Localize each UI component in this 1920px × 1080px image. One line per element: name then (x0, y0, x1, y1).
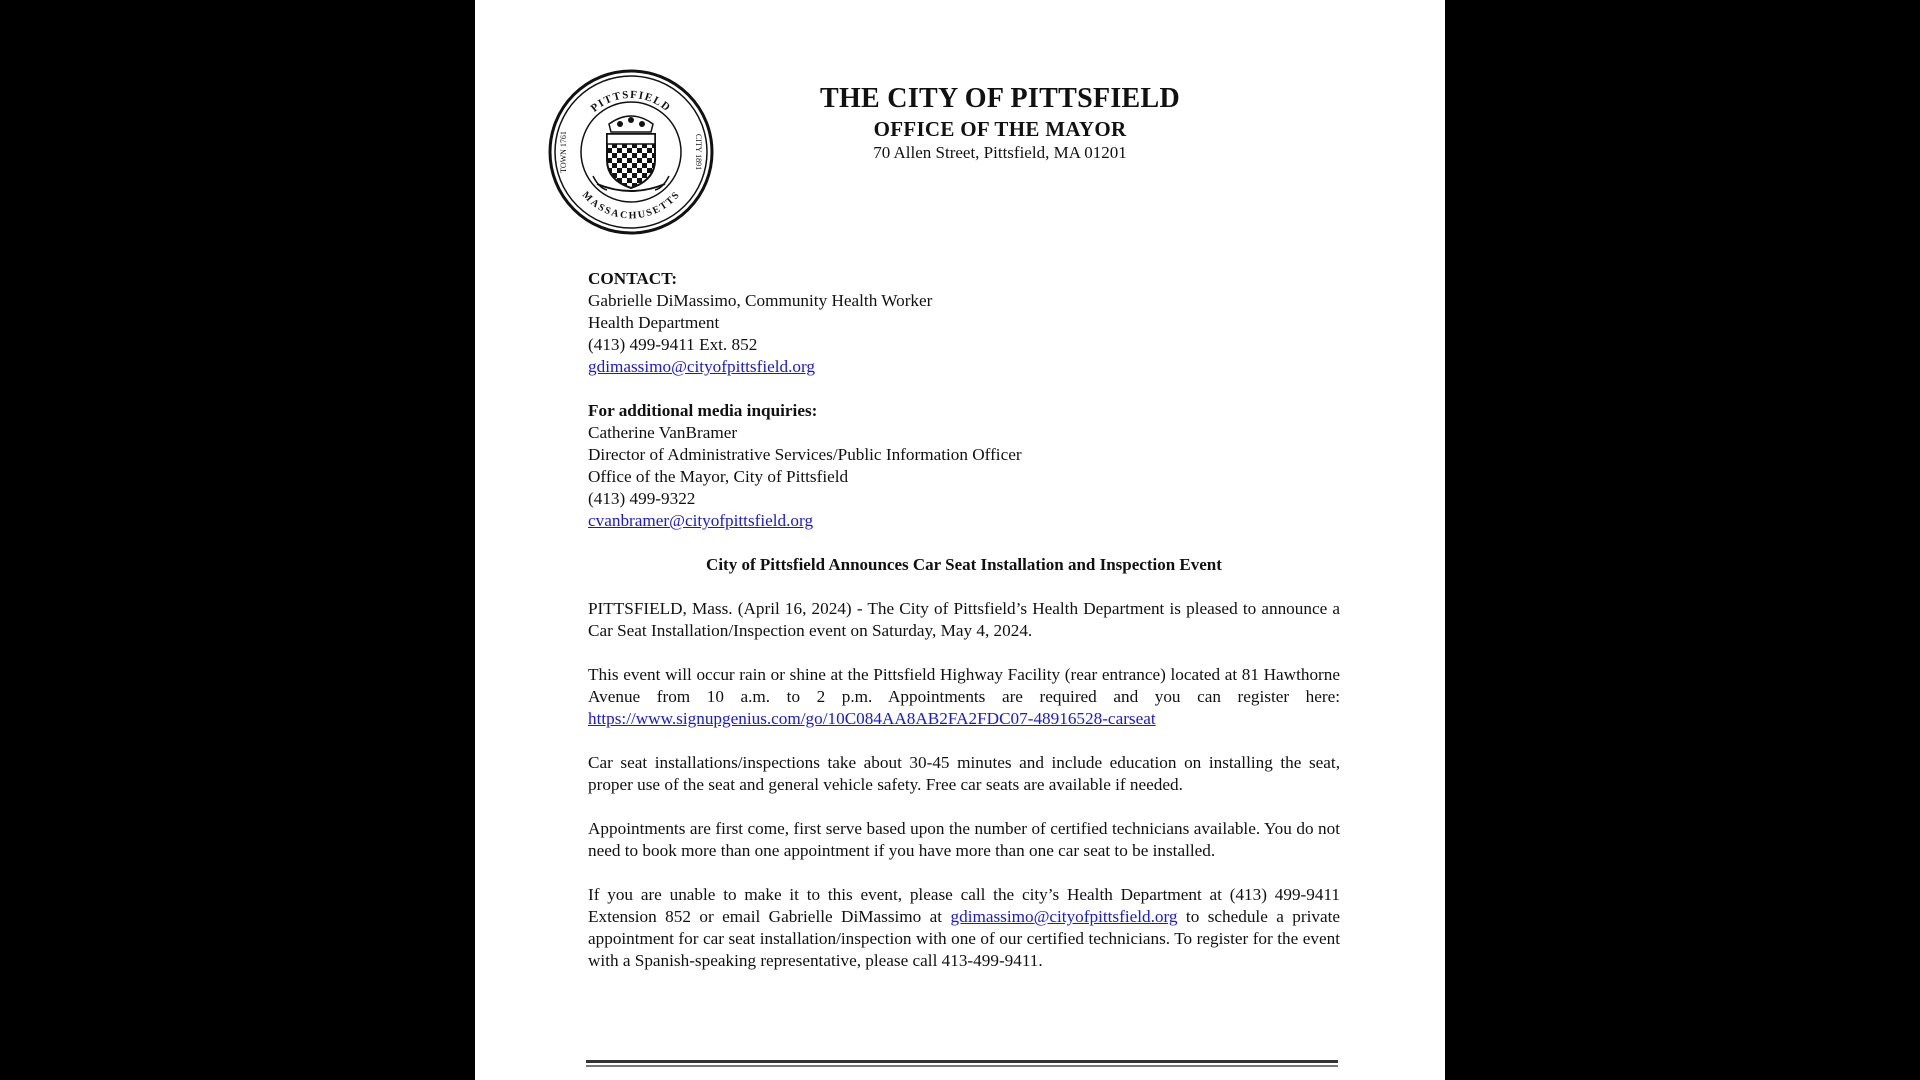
media-contact-block (588, 400, 1340, 532)
contact-department: Health Department (588, 313, 720, 332)
svg-text:MASSACHUSETTS: MASSACHUSETTS (579, 189, 683, 222)
release-headline: City of Pittsfield Announces Car Seat Installation and Inspection Event (706, 555, 1222, 574)
paragraph-announcement: PITTSFIELD, Mass. (April 16, 2024) - The City of Pittsfield’s Health Department is pleased to announce a Car Seat Installation/Inspection event on Saturday, May 4, 2024. (588, 599, 1340, 640)
document-body (588, 268, 1340, 994)
paragraph-alternative-before: If you are unable to make it to this event, please call the city’s Health Department at (413) 499-9411 Extension 852 or email Gabrielle DiMassimo at (588, 885, 1340, 926)
contact-name: Gabrielle DiMassimo, Community Health Worker (588, 291, 933, 310)
contact-phone: (413) 499-9411 Ext. 852 (588, 335, 758, 354)
paragraph-alternative (588, 884, 1340, 972)
svg-text:CITY 1891: CITY 1891 (694, 133, 703, 171)
contact-heading: CONTACT: (588, 269, 678, 288)
media-email-link[interactable]: cvanbramer@cityofpittsfield.org (588, 511, 814, 530)
paragraph-alternative-after: to schedule a private appointment for car seat installation/inspection with one of our certified technicians. To register for the event with a Spanish-speaking representative, please call 413-499-9411. (588, 907, 1341, 970)
media-title: Director of Administrative Services/Public Information Officer (588, 445, 1022, 464)
media-heading: For additional media inquiries: (588, 401, 818, 420)
city-seal-logo (547, 68, 715, 236)
office-title: OFFICE OF THE MAYOR (873, 117, 1127, 141)
media-phone: (413) 499-9322 (588, 489, 696, 508)
signup-link[interactable]: https://www.signupgenius.com/go/10C084AA8AB2FA2FDC07-48916528-carseat (588, 709, 1156, 728)
city-title: THE CITY OF PITTSFIELD (819, 83, 1181, 114)
paragraph-location (588, 664, 1340, 730)
paragraph-appointments: Appointments are first come, first serve based upon the number of certified technicians available. You do not need to book more than one appointment if you have more than one car seat to be installed. (588, 819, 1340, 860)
media-name: Catherine VanBramer (588, 423, 738, 442)
contact-block (588, 268, 1340, 378)
footer-rule (586, 1060, 1338, 1067)
alternative-email-link[interactable]: gdimassimo@cityofpittsfield.org (950, 907, 1178, 926)
office-address: 70 Allen Street, Pittsfield, MA 01201 (873, 143, 1127, 162)
svg-text:TOWN 1761: TOWN 1761 (559, 131, 568, 173)
letterhead (775, 82, 1225, 164)
paragraph-location-text: This event will occur rain or shine at the Pittsfield Highway Facility (rear entrance) located at 81 Hawthorne Avenue from 10 a.m. to 2 p.m. Appointments are required and you can register here: (588, 665, 1340, 706)
media-office: Office of the Mayor, City of Pittsfield (588, 467, 849, 486)
contact-email-link[interactable]: gdimassimo@cityofpittsfield.org (588, 357, 815, 376)
document-page (475, 0, 1445, 1080)
paragraph-duration: Car seat installations/inspections take about 30-45 minutes and include education on installing the seat, proper use of the seat and general vehicle safety. Free car seats are available if needed. (588, 753, 1340, 794)
svg-text:PITTSFIELD: PITTSFIELD (588, 88, 674, 115)
